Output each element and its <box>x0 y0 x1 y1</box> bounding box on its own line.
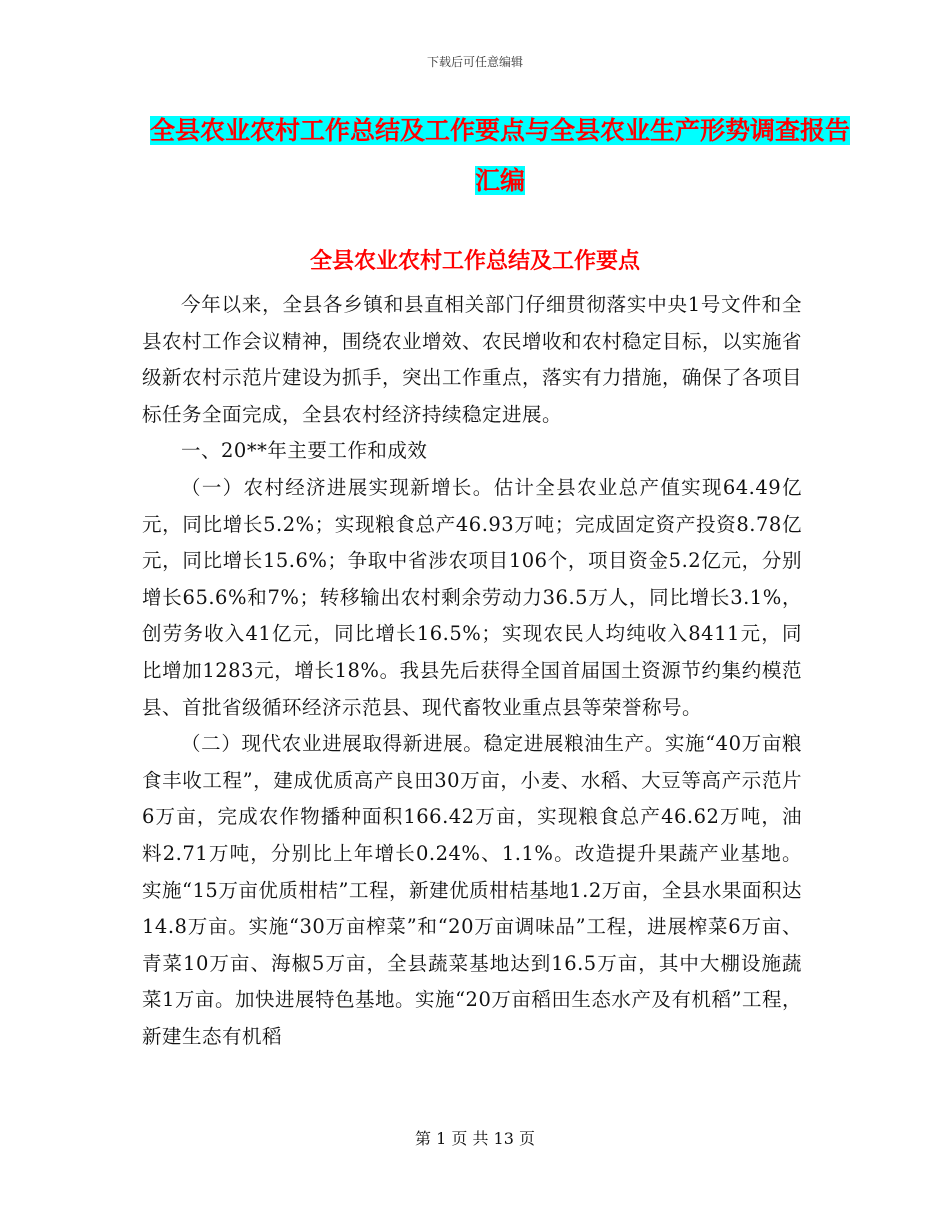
document-title <box>150 106 850 206</box>
document-title-text: 全县农业农村工作总结及工作要点与全县农业生产形势调查报告汇编 <box>150 116 851 195</box>
paragraph-intro: 今年以来，全县各乡镇和县直相关部门仔细贯彻落实中央1号文件和全县农村工作会议精神，围绕农业增效、农民增收和农村稳定目标，以实施省级新农村示范片建设为抓手，突出工作重点，落实有力措施，确保了各项目标任务全面完成，全县农村经济持续稳定进展。 <box>142 293 803 426</box>
document-body <box>142 287 802 1055</box>
section-title: 全县农业农村工作总结及工作要点 <box>309 249 640 274</box>
page-number: 第 1 页 共 13 页 <box>415 1129 535 1148</box>
header-note: 下载后可任意编辑 <box>426 55 523 69</box>
paragraph-heading-main-work: 一、20**年主要工作和成效 <box>181 439 428 463</box>
paragraph-modern-agriculture: （二）现代农业进展取得新进展。稳定进展粮油生产。实施“40万亩粮食丰收工程”，建成优质高产良田30万亩，小麦、水稻、大豆等高产示范片6万亩，完成农作物播种面积166.42万亩，实现粮食总产46.62万吨，油料2.71万吨，分别比上年增长0.24%、1.1%。改造提升果蔬产业基地。实施“15万亩优质柑桔”工程，新建优质柑桔基地1.2万亩，全县水果面积达14.8万亩。实施“30万亩榨菜”和“20万亩调味品”工程，进展榨菜6万亩、青菜10万亩、海椒5万亩，全县蔬菜基地达到16.5万亩，其中大棚设施蔬菜1万亩。加快进展特色基地。实施“20万亩稻田生态水产及有机稻”工程，新建生态有机稻 <box>142 732 802 1048</box>
paragraph-economy-growth: （一）农村经济进展实现新增长。估计全县农业总产值实现64.49亿元，同比增长5.2%；实现粮食总产46.93万吨；完成固定资产投资8.78亿元，同比增长15.6%；争取中省涉农项目106个，项目资金5.2亿元，分别增长65.6%和7%；转移输出农村剩余劳动力36.5万人，同比增长3.1%，创劳务收入41亿元，同比增长16.5%；实现农民人均纯收入8411元，同比增加1283元，增长18%。我县先后获得全国首届国土资源节约集约模范县、首批省级循环经济示范县、现代畜牧业重点县等荣誉称号。 <box>142 475 802 719</box>
